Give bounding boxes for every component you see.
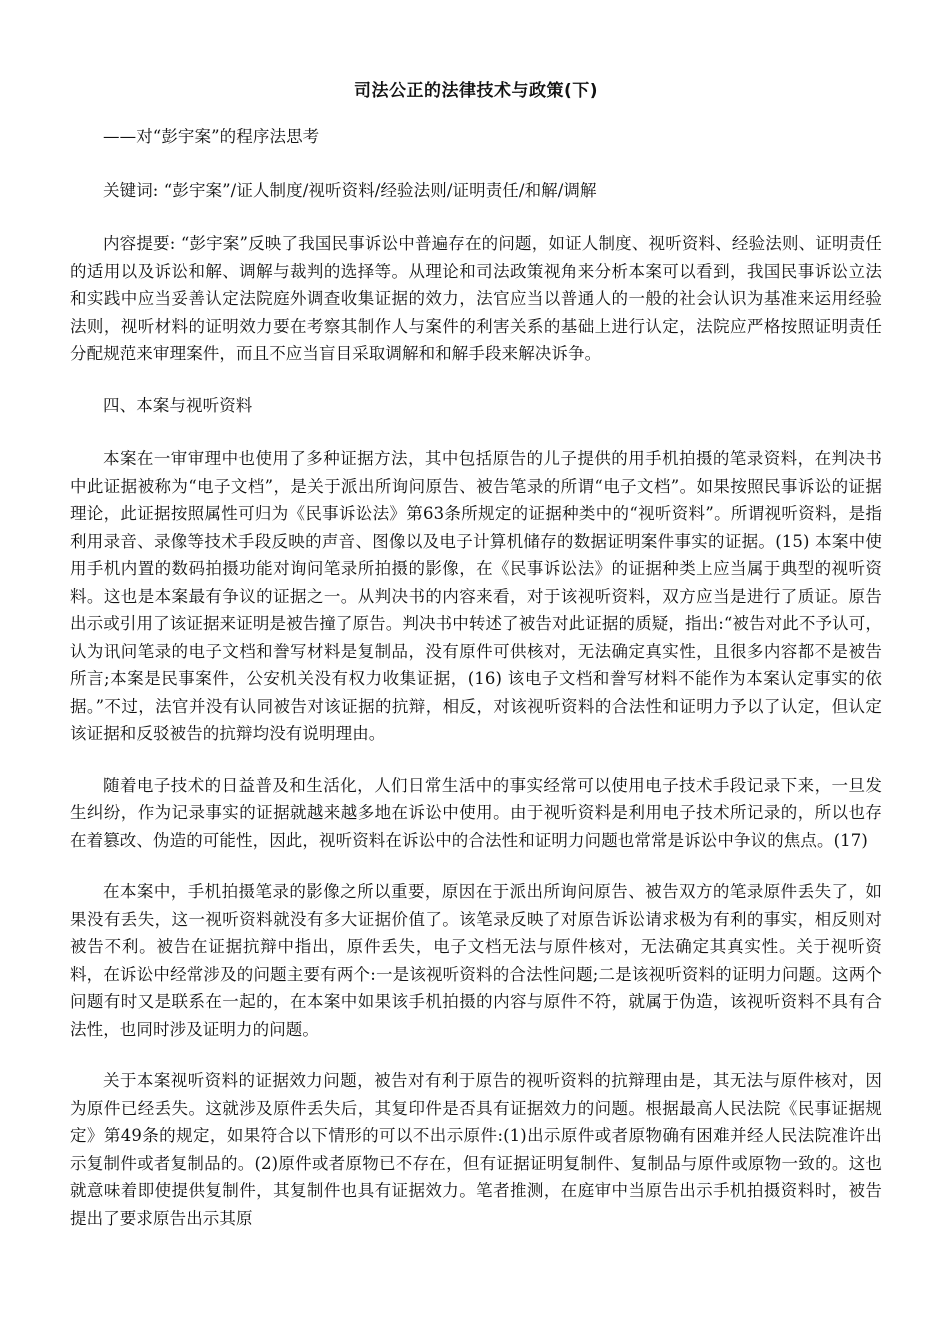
body-paragraph-3: 在本案中，手机拍摄笔录的影像之所以重要，原因在于派出所询问原告、被告双方的笔录原件丢失了，如果没有丢失，这一视听资料就没有多大证据价值了。该笔录反映了对原告诉讼请求极为有利的事实，相反则对被告不利。被告在证据抗辩中指出，原件丢失，电子文档无法与原件核对，无法确定其真实性。关于视听资料，在诉讼中经常涉及的问题主要有两个:一是该视听资料的合法性问题;二是该视听资料的证明力问题。这两个问题有时又是联系在一起的，在本案中如果该手机拍摄的内容与原件不符，就属于伪造，该视听资料不具有合法性，也同时涉及证明力的问题。: [70, 882, 882, 1039]
document-subtitle: ——对“彭宇案”的程序法思考: [103, 127, 320, 146]
abstract-paragraph: 内容提要: “彭宇案”反映了我国民事诉讼中普遍存在的问题，如证人制度、视听资料、经验法则、证明责任的适用以及诉讼和解、调解与裁判的选择等。从理论和司法政策视角来分析本案可以看到，我国民事诉讼立法和实践中应当妥善认定法院庭外调查收集证据的效力，法官应当以普通人的一般的社会认识为基准来运用经验法则，视听材料的证明效力要在考察其制作人与案件的利害关系的基础上进行认定，法院应严格按照证明责任分配规范来审理案件，而且不应当盲目采取调解和和解手段来解决诉争。: [70, 234, 882, 363]
document-page: [70, 70, 882, 1256]
body-paragraph-2: 随着电子技术的日益普及和生活化，人们日常生活中的事实经常可以使用电子技术手段记录下来，一旦发生纠纷，作为记录事实的证据就越来越多地在诉讼中使用。由于视听资料是利用电子技术所记录的，所以也存在着篡改、伪造的可能性，因此，视听资料在诉讼中的合法性和证明力问题也常常是诉讼中争议的焦点。(17): [70, 775, 882, 850]
body-paragraph-1: 本案在一审审理中也使用了多种证据方法，其中包括原告的儿子提供的用手机拍摄的笔录资料，在判决书中此证据被称为“电子文档”，是关于派出所询问原告、被告笔录的所谓“电子文档”。如果按照民事诉讼的证据理论，此证据按照属性可归为《民事诉讼法》第63条所规定的证据种类中的“视听资料”。所谓视听资料，是指利用录音、录像等技术手段反映的声音、图像以及电子计算机储存的数据证明案件事实的证据。(15) 本案中使用手机内置的数码拍摄功能对询问笔录所拍摄的影像，在《民事诉讼法》的证据种类上应当属于典型的视听资料。这也是本案最有争议的证据之一。从判决书的内容来看，对于该视听资料，双方应当是进行了质证。原告出示或引用了该证据来证明是被告撞了原告。判决书中转述了被告对此证据的质疑，指出:“被告对此不予认可，认为讯问笔录的电子文档和誊写材料是复制品，没有原件可供核对，无法确定真实性，且很多内容都不是被告所言;本案是民事案件，公安机关没有权力收集证据，(16) 该电子文档和誊写材料不能作为本案认定事实的依据。”不过，法官并没有认同被告对该证据的抗辩，相反，对该视听资料的合法性和证明力予以了认定，但认定该证据和反驳被告的抗辩均没有说明理由。: [70, 449, 882, 743]
keywords-line: 关键词: “彭宇案”/证人制度/视听资料/经验法则/证明责任/和解/调解: [103, 180, 597, 200]
section-heading: 四、本案与视听资料: [103, 395, 253, 415]
body-paragraph-4: 关于本案视听资料的证据效力问题，被告对有利于原告的视听资料的抗辩理由是，其无法与原件核对，因为原件已经丢失。这就涉及原件丢失后，其复印件是否具有证据效力的问题。根据最高人民法院《民事证据规定》第49条的规定，如果符合以下情形的可以不出示原件:(1)出示原件或者原物确有困难并经人民法院准许出示复制件或者复制品的。(2)原件或者原物已不存在，但有证据证明复制件、复制品与原件或原物一致的。这也就意味着即使提供复制件，其复制件也具有证据效力。笔者推测，在庭审中当原告出示手机拍摄资料时，被告提出了要求原告出示其原: [70, 1071, 882, 1228]
document-title: 司法公正的法律技术与政策(下): [353, 81, 599, 101]
